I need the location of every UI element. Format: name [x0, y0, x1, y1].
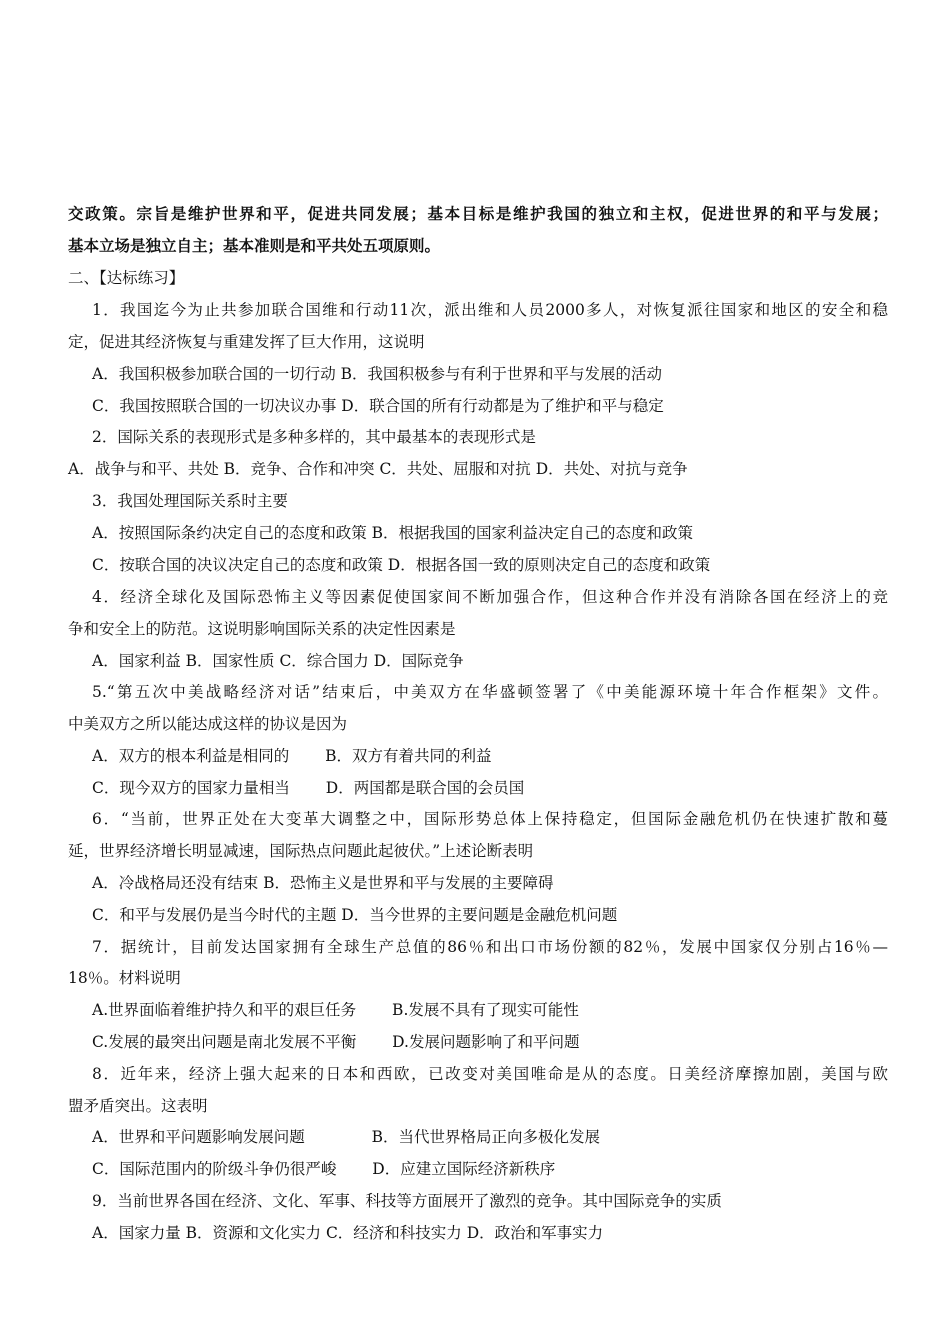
- q1-stem-line-1: 1．我国迄今为止共参加联合国维和行动11次，派出维和人员2000多人，对恢复派往国家和地区的安全和稳: [92, 301, 888, 319]
- q5-options-line-2: C．现今双方的国家力量相当 D．两国都是联合国的会员国: [92, 779, 525, 797]
- q6-stem-line-1: 6．“当前，世界正处在大变革大调整之中，国际形势总体上保持稳定，但国际金融危机仍在快速扩散和蔓: [92, 810, 888, 828]
- q3-stem: 3．我国处理国际关系时主要: [92, 492, 288, 510]
- q9-stem: 9．当前世界各国在经济、文化、军事、科技等方面展开了激烈的竞争。其中国际竞争的实质: [92, 1192, 722, 1210]
- q5-options-line-1: A．双方的根本利益是相同的 B．双方有着共同的利益: [92, 747, 492, 765]
- q7-options-line-1: A.世界面临着维护持久和平的艰巨任务 B.发展不具有了现实可能性: [92, 1001, 579, 1019]
- q3-options-line-2: C．按联合国的决议决定自己的态度和政策 D．根据各国一致的原则决定自己的态度和政策: [92, 556, 711, 574]
- q1-options-line-1: A．我国积极参加联合国的一切行动 B．我国积极参与有利于世界和平与发展的活动: [92, 365, 663, 383]
- intro-line-2: 基本立场是独立自主；基本准则是和平共处五项原则。: [68, 236, 441, 255]
- q6-options-line-2: C．和平与发展仍是当今时代的主题 D．当今世界的主要问题是金融危机问题: [92, 906, 618, 924]
- q9-options: A．国家力量 B．资源和文化实力 C．经济和科技实力 D．政治和军事实力: [92, 1224, 604, 1242]
- q2-options: A．战争与和平、共处 B．竞争、合作和冲突 C．共处、屈服和对抗 D．共处、对抗与竞争: [68, 460, 688, 478]
- q2-stem: 2．国际关系的表现形式是多种多样的，其中最基本的表现形式是: [92, 428, 536, 446]
- intro-line-1: 交政策。宗旨是维护世界和平，促进共同发展；基本目标是维护我国的独立和主权，促进世界的和平与发展；: [68, 204, 888, 223]
- q7-options-line-2: C.发展的最突出问题是南北发展不平衡 D.发展问题影响了和平问题: [92, 1033, 580, 1051]
- q5-stem-line-1: 5.“第五次中美战略经济对话”结束后，中美双方在华盛顿签署了《中美能源环境十年合作框架》文件。: [92, 683, 888, 701]
- q7-stem-line-1: 7．据统计，目前发达国家拥有全球生产总值的86％和出口市场份额的82％，发展中国家仅分别占16％—: [92, 938, 888, 956]
- q4-options: A．国家利益 B．国家性质 C．综合国力 D．国际竞争: [92, 652, 464, 670]
- section-title: 二、【达标练习】: [68, 269, 185, 287]
- q4-stem-line-2: 争和安全上的防范。这说明影响国际关系的决定性因素是: [68, 620, 456, 638]
- q6-stem-line-2: 延，世界经济增长明显减速，国际热点问题此起彼伏。”上述论断表明: [68, 842, 534, 860]
- q4-stem-line-1: 4．经济全球化及国际恐怖主义等因素促使国家间不断加强合作，但这种合作并没有消除各国在经济上的竞: [92, 588, 888, 606]
- q8-stem-line-1: 8．近年来，经济上强大起来的日本和西欧，已改变对美国唯命是从的态度。日美经济摩擦加剧，美国与欧: [92, 1065, 888, 1083]
- q8-stem-line-2: 盟矛盾突出。这表明: [68, 1097, 208, 1115]
- q3-options-line-1: A．按照国际条约决定自己的态度和政策 B．根据我国的国家利益决定自己的态度和政策: [92, 524, 694, 542]
- q6-options-line-1: A．冷战格局还没有结束 B．恐怖主义是世界和平与发展的主要障碍: [92, 874, 554, 892]
- q1-stem-line-2: 定，促进其经济恢复与重建发挥了巨大作用，这说明: [68, 333, 425, 351]
- q1-options-line-2: C．我国按照联合国的一切决议办事 D．联合国的所有行动都是为了维护和平与稳定: [92, 397, 664, 415]
- q8-options-line-2: C．国际范围内的阶级斗争仍很严峻 D．应建立国际经济新秩序: [92, 1160, 556, 1178]
- q7-stem-line-2: 18％。材料说明: [68, 969, 181, 987]
- q8-options-line-1: A．世界和平问题影响发展问题 B．当代世界格局正向多极化发展: [92, 1128, 601, 1146]
- q5-stem-line-2: 中美双方之所以能达成这样的协议是因为: [68, 715, 348, 733]
